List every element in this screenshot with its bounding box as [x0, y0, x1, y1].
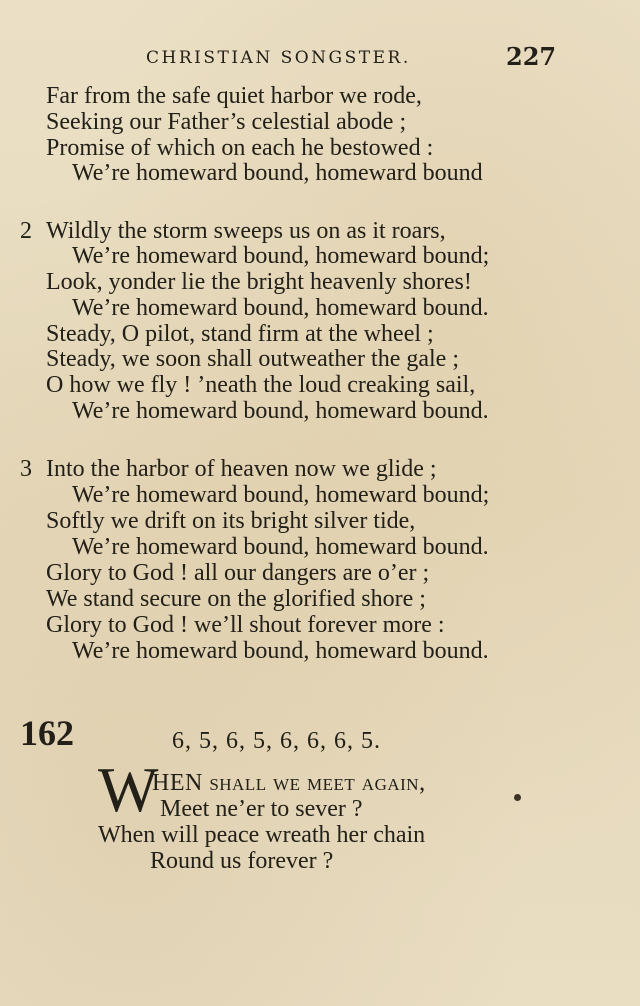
meter: 6, 5, 6, 5, 6, 6, 6, 5.	[172, 728, 381, 754]
verse-number: 3	[20, 456, 32, 482]
verse-line: Softly we drift on its bright silver tide,	[46, 508, 416, 534]
drop-cap: W	[98, 754, 159, 825]
refrain-line: We’re homeward bound, homeward bound.	[72, 398, 489, 424]
page-number: 227	[506, 42, 557, 71]
refrain-line: We’re homeward bound, homeward bound.	[72, 295, 489, 321]
verse-line: Wildly the storm sweeps us on as it roars,	[46, 218, 446, 244]
verse-line: O how we fly ! ’neath the loud creaking sail,	[46, 372, 476, 398]
verse-line: Steady, O pilot, stand firm at the wheel ;	[46, 321, 434, 347]
verse-line: Round us forever ?	[150, 848, 334, 874]
verse-line: Glory to God ! all our dangers are o’er ;	[46, 560, 430, 586]
verse-line: Look, yonder lie the bright heavenly shores!	[46, 269, 472, 295]
refrain-line: We’re homeward bound, homeward bound;	[72, 482, 490, 508]
refrain-line: We’re homeward bound, homeward bound	[72, 160, 483, 186]
refrain-line: We’re homeward bound, homeward bound.	[72, 534, 489, 560]
refrain-line: We’re homeward bound, homeward bound;	[72, 243, 490, 269]
verse-line: Far from the safe quiet harbor we rode,	[46, 83, 422, 109]
hymn-number: 162	[20, 713, 74, 753]
refrain-line: We’re homeward bound, homeward bound.	[72, 638, 489, 664]
verse-line: Glory to God ! we’ll shout forever more :	[46, 612, 445, 638]
verse-line: Meet ne’er to sever ?	[160, 796, 363, 822]
page-header	[0, 40, 640, 70]
verse-line: Seeking our Father’s celestial abode ;	[46, 109, 407, 135]
verse-line: We stand secure on the glorified shore ;	[46, 586, 426, 612]
verse-number: 2	[20, 218, 32, 244]
ink-dot	[514, 794, 521, 801]
verse-line: HEN shall we meet again,	[152, 770, 426, 796]
verse-line: Into the harbor of heaven now we glide ;	[46, 456, 437, 482]
running-title: CHRISTIAN SONGSTER.	[146, 48, 411, 68]
verse-line: Promise of which on each he bestowed :	[46, 135, 434, 161]
verse-line: Steady, we soon shall outweather the gale ;	[46, 346, 459, 372]
verse-line: When will peace wreath her chain	[98, 822, 426, 848]
